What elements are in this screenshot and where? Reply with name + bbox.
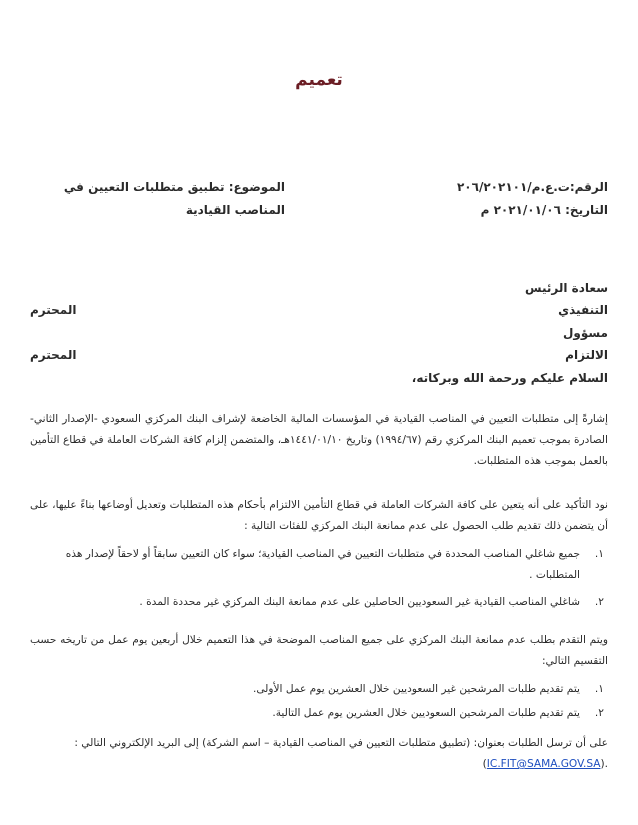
list-item-text: يتم تقديم طلبات المرشحين غير السعوديين خلال العشرين يوم عمل الأولى.: [252, 683, 580, 695]
list-item-number: ٢.: [594, 596, 604, 608]
greeting: السلام عليكم ورحمة الله وبركاته،: [411, 371, 608, 385]
list-item: [30, 703, 608, 724]
paragraph-deadline: ويتم التقدم بطلب عدم ممانعة البنك المركزي على جميع المناصب الموضحة في هذا التعميم خلال أربعين يوم عمل من تاريخه حسب التقسيم التالي:: [30, 634, 608, 667]
list-item-number: ٢.: [594, 707, 604, 719]
email-line: [300, 754, 608, 775]
addressee-line-3: مسؤول: [562, 326, 608, 340]
document-date: التاريخ: ٢٠٢١/٠١/٠٦ م: [480, 203, 608, 217]
addressee-line-2: التنفيذي: [558, 303, 608, 317]
list-item: [30, 679, 608, 700]
document-title: تعميم: [295, 70, 343, 90]
honorific-1: المحترم: [30, 303, 77, 317]
subject-line-1: تطبيق متطلبات التعيين في: [63, 180, 225, 194]
list-item: [30, 592, 608, 613]
list-item-text: يتم تقديم طلبات المرشحين السعوديين خلال العشرين يوم عمل التالية.: [272, 707, 580, 719]
list-item-text: جميع شاغلي المناصب المحددة في متطلبات التعيين في المناصب القيادية؛ سواء كان التعيين سابقاً أو لاحقاً لإصدار هذه المتطلبات .: [65, 548, 580, 581]
list-item-number: ١.: [594, 548, 604, 560]
paragraph-obligation: نود التأكيد على أنه يتعين على كافة الشركات العاملة في قطاع التأمين الالتزام بأحكام هذه المتطلبات وتعديل أوضاعها بناءً عليها، على أن يتضمن ذلك تقديم طلب الحصول على عدم ممانعة البنك المركزي للفئات التالية :: [30, 499, 608, 532]
schedule-list: [30, 679, 608, 724]
categories-list: [30, 544, 608, 613]
paragraph-reference: إشارةً إلى متطلبات التعيين في المناصب القيادية في المؤسسات المالية الخاضعة لإشراف البنك المركزي السعودي -الإصدار الثاني- الصادرة بموجب تعميم البنك المركزي رقم (١٩٩٤/٦٧) وتاريخ ١٤٤١/٠١/١٠هـ، والمتضمن إلزام كافة الشركات العاملة في قطاع التأمين بالعمل بموجب هذه المتطلبات.: [30, 413, 608, 467]
subject-line-2: المناصب القيادية: [185, 203, 285, 217]
honorific-2: المحترم: [30, 348, 77, 362]
email-link[interactable]: IC.FIT@SAMA.GOV.SA: [486, 758, 601, 770]
subject-block: [63, 180, 285, 194]
email-open-paren: (: [482, 758, 487, 770]
list-item-number: ١.: [594, 683, 604, 695]
reference-number: الرقم:ت.ع.م/٢٠٦/٢٠٢١٠١: [456, 180, 608, 194]
subject-label: الموضوع:: [228, 180, 285, 194]
list-item-text: شاغلي المناصب القيادية غير السعوديين الحاصلين على عدم ممانعة البنك المركزي غير محددة المدة .: [139, 596, 580, 608]
addressee-line-1: سعادة الرئيس: [525, 281, 608, 295]
addressee-line-4: الالتزام: [565, 348, 608, 362]
paragraph-submission: على أن ترسل الطلبات بعنوان: (تطبيق متطلبات التعيين في المناصب القيادية – اسم الشركة) إلى البريد الإلكتروني التالي :: [74, 737, 608, 749]
list-item: [30, 544, 608, 592]
email-close-paren: ).: [600, 758, 608, 770]
